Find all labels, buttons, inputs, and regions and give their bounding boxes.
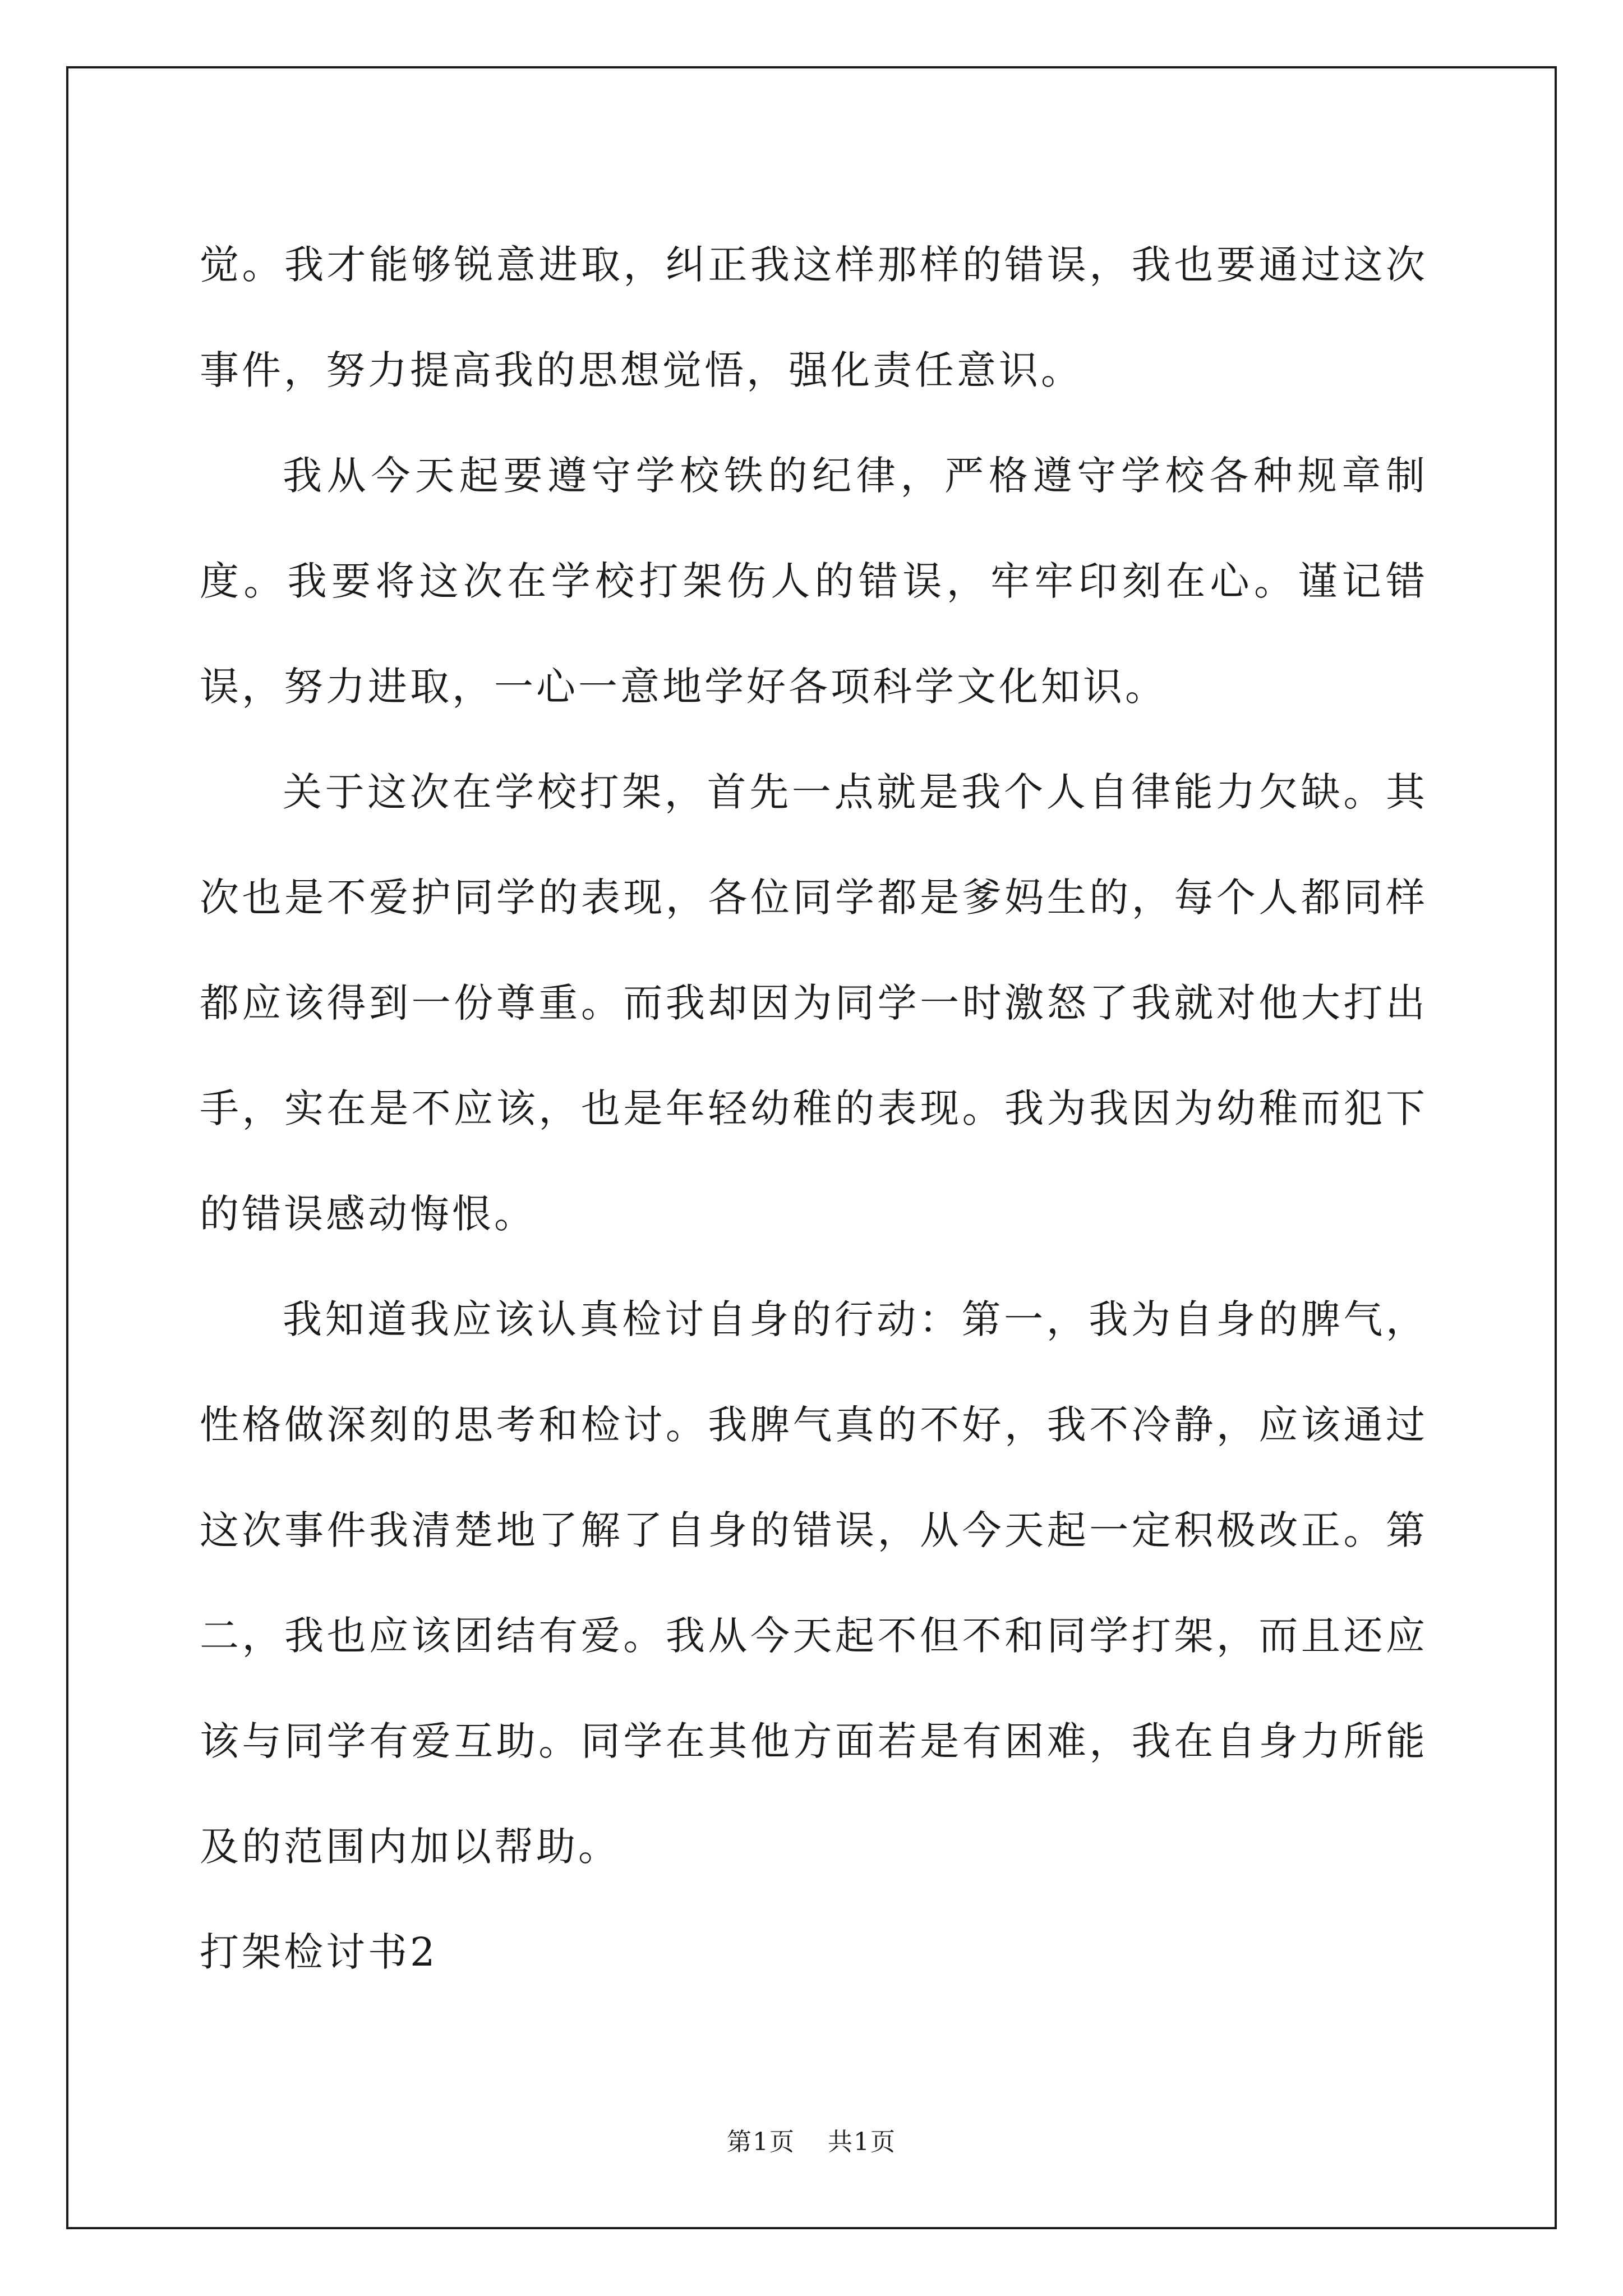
document-body xyxy=(200,212,1428,2005)
paragraph-3: 关于这次在学校打架，首先一点就是我个人自律能力欠缺。其次也是不爱护同学的表现，各位同学都是爹妈生的，每个人都同样都应该得到一份尊重。而我却因为同学一时激怒了我就对他大打出手，实在是不应该，也是年轻幼稚的表现。我为我因为幼稚而犯下的错误感动悔恨。 xyxy=(200,769,1428,1237)
section-heading: 打架检讨书2 xyxy=(200,1929,438,1975)
page-number-current: 第1页 xyxy=(727,2128,795,2156)
paragraph-2: 我从今天起要遵守学校铁的纪律，严格遵守学校各种规章制度。我要将这次在学校打架伤人的错误，牢牢印刻在心。谨记错误，努力进取，一心一意地学好各项科学文化知识。 xyxy=(200,453,1428,710)
paragraph-1: 觉。我才能够锐意进取，纠正我这样那样的错误，我也要通过这次事件，努力提高我的思想觉悟，强化责任意识。 xyxy=(200,242,1428,393)
page-footer xyxy=(0,2122,1623,2157)
page-number-total: 共1页 xyxy=(828,2128,896,2156)
paragraph-4: 我知道我应该认真检讨自身的行动：第一，我为自身的脾气，性格做深刻的思考和检讨。我脾气真的不好，我不冷静，应该通过这次事件我清楚地了解了自身的错误，从今天起一定积极改正。第二，我也应该团结有爱。我从今天起不但不和同学打架，而且还应该与同学有爱互助。同学在其他方面若是有困难，我在自身力所能及的范围内加以帮助。 xyxy=(200,1296,1428,1870)
